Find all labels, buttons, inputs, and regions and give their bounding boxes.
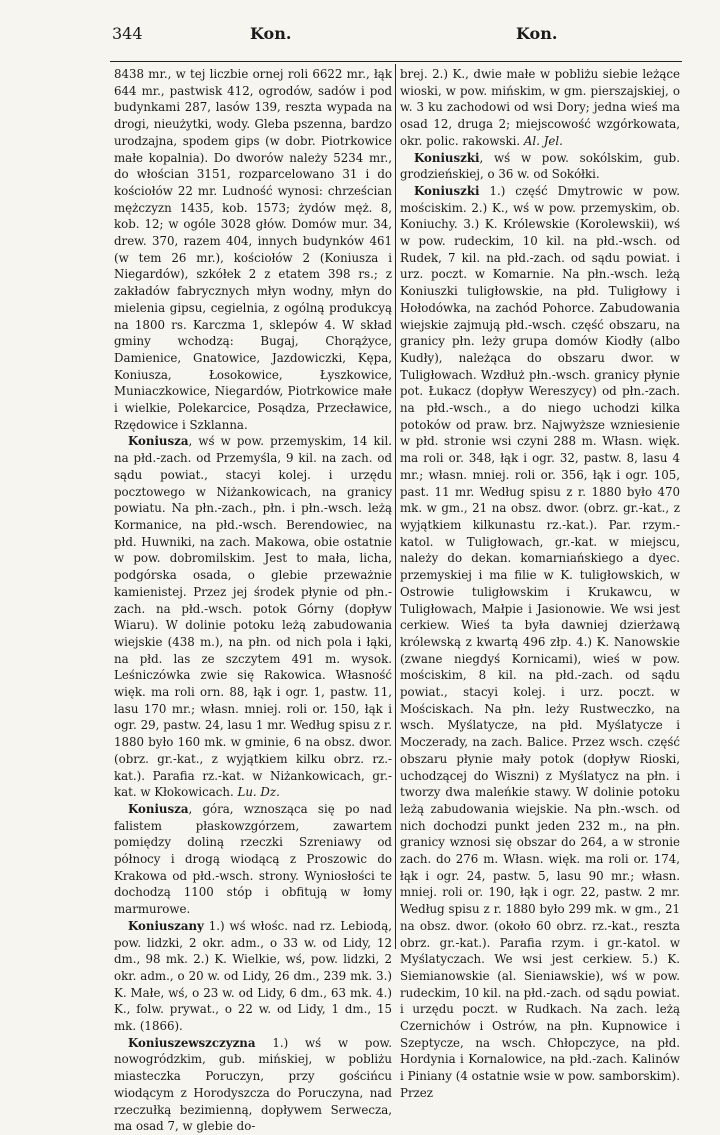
entry-continuation: 8438 mr., w tej liczbie ornej roli 6622 mr., łąk 644 mr., pastwisk 412, ogrodów, sadów i pod budynkami 287, lasów 139, reszta wypada na drogi, nieużytki, wody. Gleba pszenna, bardzo urodzajna, spodem gips (w dobr. Piotrkowice małe kopalnia). Do dworów należy 5234 mr., do włościan 3151, rozparcelowano 31 i do kościołów 22 mr. Ludność wynosi: chrześcian mężczyzn 1435, kob. 1573; żydów męż. 8, kob. 12; w ogóle 3028 głów. Domów mur. 34, drew. 370, razem 404, innych budynków 461 (w tem 26 mr.), kościołów 2 (Koniusza i Niegardów), szkółek 2 z etatem 398 rs.; z zakładów fabrycznych młyn wodny, młyn do mielenia gipsu, cegielnia, z ogólną produkcyą na 1800 rs. Karczma 1, sklepów 4. W skład gminy wchodzą: Bugaj, Chorążyce, Damienice, Gnatowice, Jazdowiczki, Kępa, Koniusza, Łosokowice, Łyszkowice, Muniaczkowice, Niegardów, Piotrkowice małe i wielkie, Polekarcice, Posądza, Przecławice, Rzędowice i Szklanna.	[114, 67, 392, 432]
entry	[400, 183, 680, 1102]
entry-text: , góra, wznosząca się po nad falistem płaskowzgórzem, zawartem pomiędzy doliną rzeczki Szreniawy od północy i drogą wiodącą z Proszowic do Krakowa od płd.-wsch. strony. Wyniosłości te dochodzą 1100 stóp i obfitują w łomy marmurowe.	[114, 801, 392, 917]
entry-headword: Koniuszki	[414, 183, 480, 198]
entry-headword: Koniusza	[128, 434, 189, 449]
entry	[114, 918, 392, 1035]
entry-signature: Al. Jel.	[523, 133, 563, 148]
right-running-head: Kon.	[516, 24, 558, 43]
entry	[114, 433, 392, 800]
left-column	[114, 66, 392, 1135]
entry-text: 1.) wś w pow. nowogródzkim, gub. mińskiej, w pobliżu miasteczka Poruczyn, przy gościńcu wiodącym z Horodyszcza do Poruczyna, nad rzeczułką bezimienną, dopływem Serwecza, ma osad 7, w glebie do-	[114, 1035, 392, 1134]
entry-headword: Koniuszewszczyzna	[128, 1035, 256, 1050]
right-column	[400, 66, 680, 1102]
entry-text: brej. 2.) K., dwie małe w pobliżu siebie leżące wioski, w pow. mińskim, w gm. pierszajskiej, o w. 3 ku zachodowi od wsi Dory; jedna wieś ma osad 12, druga 2; miejscowość wzgórkowata, okr. polic. rakowski.	[400, 67, 680, 148]
entry-headword: Koniuszki	[414, 150, 480, 165]
entry-headword: Koniuszany	[128, 918, 204, 933]
header-rule	[110, 61, 682, 62]
entry-text: , wś w pow. sokólskim, gub. grodzieńskiej, o 36 w. od Sokółki.	[400, 150, 680, 182]
entry	[400, 150, 680, 183]
entry-text: 1.) wś włośc. nad rz. Lebiodą, pow. lidzki, 2 okr. adm., o 33 w. od Lidy, 12 dm., 98 mk. 2.) K. Wielkie, wś, pow. lidzki, 2 okr. adm., o 20 w. od Lidy, 26 dm., 239 mk. 3.) K. Małe, wś, o 23 w. od Lidy, 6 dm., 63 mk. 4.) K., folw. prywat., o 22 w. od Lidy, 1 dm., 15 mk. (1866).	[114, 918, 392, 1034]
column-divider	[395, 64, 396, 949]
entry-headword: Koniusza	[128, 801, 189, 816]
entry	[114, 801, 392, 918]
page-number: 344	[112, 24, 143, 43]
page-header	[112, 24, 680, 48]
entry-text: , wś w pow. przemyskim, 14 kil. na płd.-zach. od Przemyśla, 9 kil. na zach. od sądu powiat., stacyi kolej. i urzędu pocztowego w Niżankowicach, na granicy powiatu. Na płn.-zach., płn. i płn.-wsch. leżą Kormanice, na płd.-wsch. Berendowiec, na płd. Huwniki, na zach. Makowa, obie ostatnie w pow. dobromilskim. Jest to mała, licha, podgórska osada, o glebie przeważnie kamienistej. Przez jej środek płynie od płn.-zach. na płd.-wsch. potok Górny (dopływ Wiaru). W dolinie potoku leżą zabudowania wiejskie (438 m.), na płn. od nich pola i łąki, na płd. las ze szczytem 491 m. wysok. Leśniczówka zwie się Rakowica. Własność więk. ma roli orn. 88, łąk i ogr. 1, pastw. 11, lasu 170 mr.; własn. mniej. roli or. 150, łąk i ogr. 29, pastw. 24, lasu 1 mr. Według spisu z r. 1880 było 160 mk. w gminie, 6 na obsz. dwor. (obrz. gr.-kat., z wyjątkiem kilku obrz. rz.-kat.). Parafia rz.-kat. w Niżankowicach, gr.-kat. w Kłokowicach.	[114, 434, 392, 800]
entry-continuation	[400, 66, 680, 150]
entry-signature: Lu. Dz.	[237, 785, 280, 800]
left-running-head: Kon.	[250, 24, 292, 43]
entry	[114, 1035, 392, 1135]
entry-text: 1.) część Dmytrowic w pow. mościskim. 2.) K., wś w pow. przemyskim, ob. Koniuchy. 3.) K. Królewskie (Korolewskii), wś w pow. rudeckim, 10 kil. na płd.-wsch. od Rudek, 7 kil. na płd.-zach. od sądu powiat. i urz. poczt. w Komarnie. Na płn.-wsch. leżą Koniuszki tuligłowskie, na płd. Tuligłowy i Hołodówka, na zachód Pohorce. Zabudowania wiejskie zajmują płd.-wsch. część obszaru, na granicy płn. leży grupa domów Kiodły (albo Kudły), należąca do obszaru dwor. w Tuligłowach. Wzdłuż płn.-wsch. granicy płynie pot. Łukacz (dopływ Wereszycy) od płn.-zach. na płd.-wsch., a do niego uchodzi kilka potoków od praw. brz. Najwyższe wzniesienie w płd. stronie wsi czyni 288 m. Własn. więk. ma roli or. 348, łąk i ogr. 32, pastw. 8, lasu 4 mr.; własn. mniej. roli or. 356, łąk i ogr. 105, past. 11 mr. Według spisu z r. 1880 było 470 mk. w gm., 21 na obsz. dwor. (obrz. gr.-kat., z wyjątkiem kilkunastu rz.-kat.). Par. rzym.-katol. w Tuligłowach, gr.-kat. w miejscu, należy do dekan. komarniańskiego a dyec. przemyskiej i ma filie w K. tuligłowskich, w Ostrowie tuligłowskim i Krukawcu, w Tuligłowach, Małpie i Jasionowie. We wsi jest cerkiew. Wieś ta była dawniej dzierżawą królewską z kwartą 496 złp. 4.) K. Nanowskie (zwane niegdyś Kornicami), wieś w pow. mościskim, 8 kil. na płd.-zach. od sądu powiat., stacyi kolej. i urz. poczt. w Mościskach. Na płn. leży Rustweczko, na wsch. Myślatycze, na płd. Myślatycze i Moczerady, na zach. Balice. Przez wsch. część obszaru płynie mały potok (dopływ Rioski, uchodzącej do Wisznі) z Myślatycz na płn. i tworzy dwa maleńkie stawy. W dolinie potoku leżą zabudowania wiejskie. Na płn.-wsch. od nich dochodzi punkt jeden 232 m., na płn. granicy wznosi się obszar do 264, a w stronie zach. do 276 m. Własn. więk. ma roli or. 174, łąk i ogr. 24, pastw. 5, lasu 90 mr.; własn. mniej. roli or. 190, łąk i ogr. 22, pastw. 2 mr. Według spisu z r. 1880 było 299 mk. w gm., 21 na obsz. dwor. (około 60 obrz. rz.-kat., reszta obrz. gr.-kat.). Parafia rzym. i gr.-katol. w Myślatyczach. We wsi jest cerkiew. 5.) K. Siemianowskie (al. Sieniawskie), wś w pow. rudeckim, 10 kil. na płd.-zach. od sądu powiat. i urzędu poczt. w Rudkach. Na zach. leżą Czernichów i Ostrów, na płn. Kupnowice i Szeptycze, na wsch. Chłopczyce, na płd. Hordynia i Kornalowice, na płd.-zach. Kalinów i Piniany (4 ostatnie wsie w pow. samborskim). Przez	[400, 183, 680, 1100]
